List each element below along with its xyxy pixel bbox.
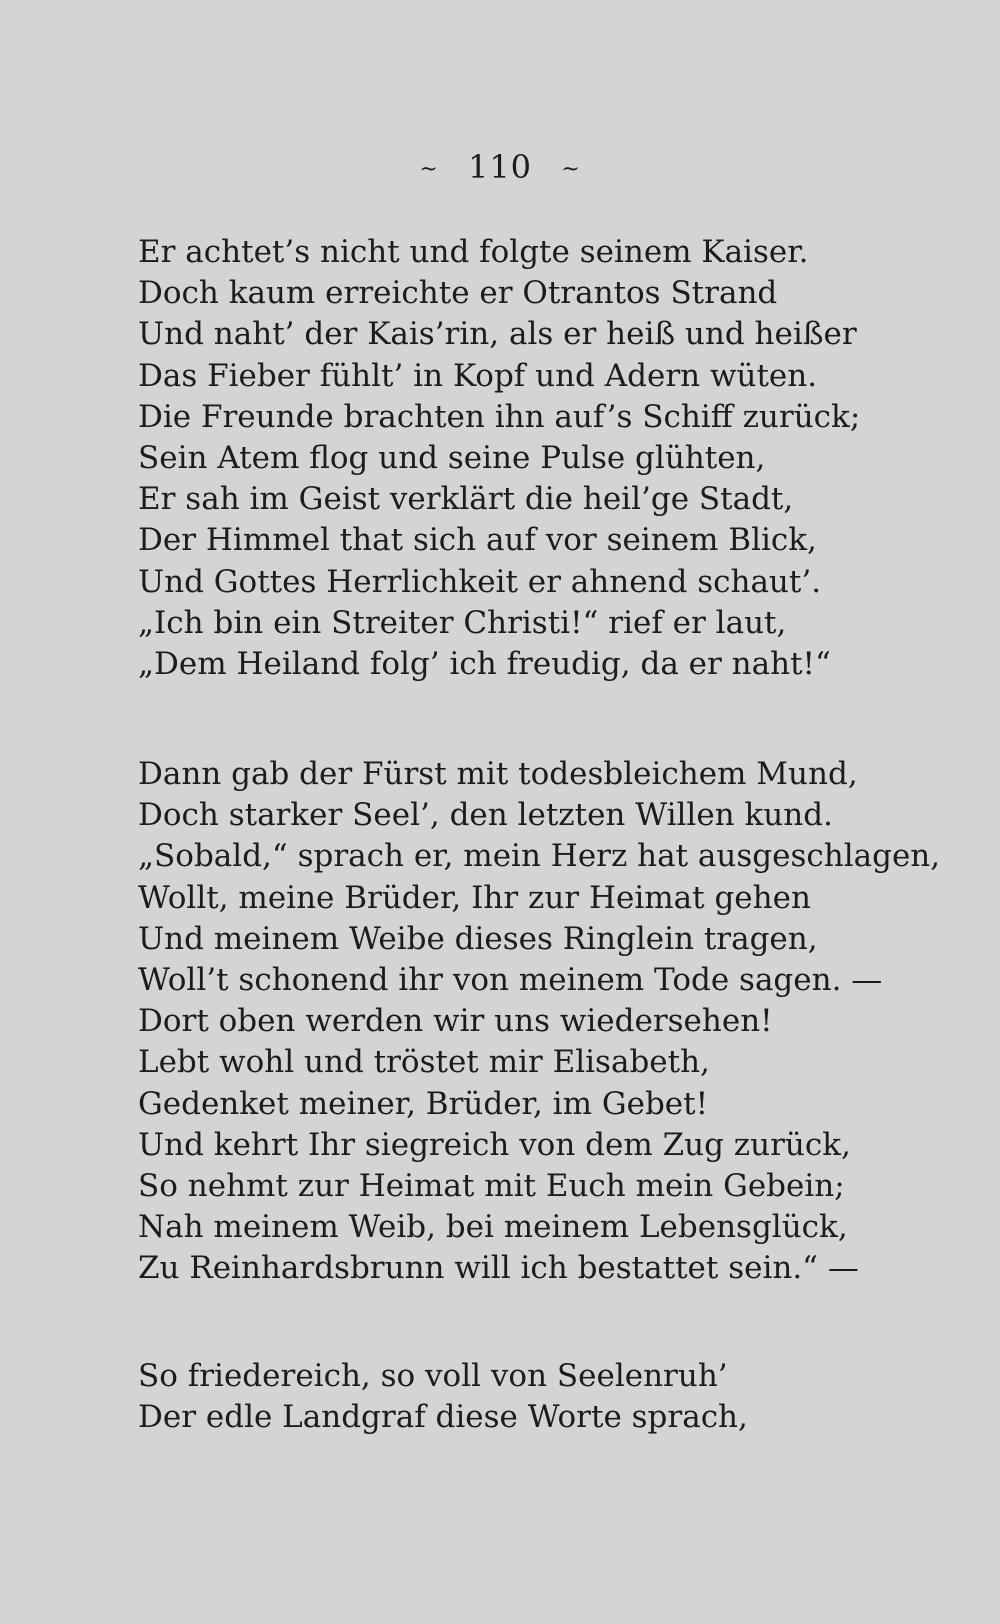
verse-line: Der Himmel that sich auf vor seinem Blick, [138,522,817,559]
verse-line: Das Fieber fühlt’ in Kopf und Adern wüten. [138,357,818,394]
page-number-header [0,148,1000,186]
verse-line: Zu Reinhardsbrunn will ich bestattet sein.“ — [138,1250,859,1287]
verse-line: „Sobald,“ sprach er, mein Herz hat ausgeschlagen, [138,838,941,875]
ornament-left-icon: ~ [419,157,439,182]
verse-line: Er achtet’s nicht und folgte seinem Kaiser. [138,234,809,270]
verse-line: So friedereich, so voll von Seelenruh’ [138,1358,728,1394]
verse-line: Wollt, meine Brüder, Ihr zur Heimat gehen [138,879,811,916]
verse-line: Und Gottes Herrlichkeit er ahnend schaut’. [138,563,822,600]
verse-line: So nehmt zur Heimat mit Euch mein Gebein; [138,1168,845,1205]
ornament-right-icon: ~ [561,157,581,182]
verse-line: Woll’t schonend ihr von meinem Tode sagen. — [138,962,883,999]
verse-line: Dann gab der Fürst mit todesbleichem Mund, [138,756,858,792]
verse-line: Doch starker Seel’, den letzten Willen kund. [138,797,833,834]
stanza-1 [138,232,898,685]
verse-line: „Ich bin ein Streiter Christi!“ rief er laut, [138,604,787,641]
verse-line: Sein Atem flog und seine Pulse glühten, [138,440,766,477]
page-number: 110 [467,148,533,186]
stanza-2 [138,754,941,1290]
verse-line: Der edle Landgraf diese Worte sprach, [138,1399,748,1436]
verse-line: Die Freunde brachten ihn auf’s Schiff zurück; [138,398,861,435]
verse-line: „Dem Heiland folg’ ich freudig, da er naht!“ [138,646,831,683]
stanza-3 [138,1356,898,1438]
verse-line: Doch kaum erreichte er Otrantos Strand [138,275,778,312]
verse-line: Und naht’ der Kais’rin, als er heiß und heißer [138,316,857,353]
verse-line: Und kehrt Ihr siegreich von dem Zug zurück, [138,1126,851,1163]
verse-line: Lebt wohl und tröstet mir Elisabeth, [138,1044,710,1081]
verse-line: Gedenket meiner, Brüder, im Gebet! [138,1085,709,1122]
verse-line: Und meinem Weibe dieses Ringlein tragen, [138,920,818,957]
verse-line: Dort oben werden wir uns wiedersehen! [138,1003,773,1040]
verse-line: Nah meinem Weib, bei meinem Lebensglück, [138,1209,848,1246]
verse-line: Er sah im Geist verklärt die heil’ge Stadt, [138,481,794,518]
